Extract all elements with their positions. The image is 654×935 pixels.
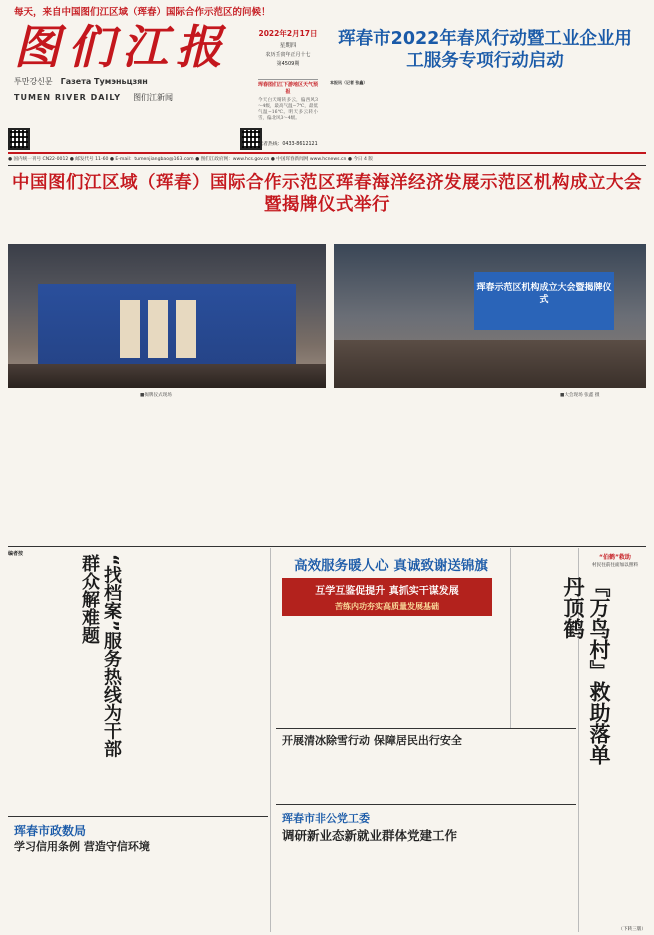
masthead-subtitle-cn: 图们江新闻 — [133, 92, 174, 102]
masthead-subtitle-ru: Газета Тумэньцзян — [60, 76, 148, 86]
hotline — [258, 140, 318, 147]
top-story-col — [330, 80, 403, 150]
hotline-feature-col — [199, 550, 266, 770]
screen-banner: 珲春示范区机构成立大会暨揭牌仪式 — [474, 272, 614, 330]
village-section-label: “伯鹤”救助 — [599, 554, 631, 561]
mid-body — [276, 620, 506, 726]
court-col — [185, 858, 268, 930]
village-feature-title: 『万鸟村』救助落单丹顶鹤 — [561, 576, 611, 765]
main-headline: 中国图们江区域（珲春）国际合作示范区珲春海洋经济发展示范区机构成立大会暨揭牌仪式举行 — [12, 173, 642, 215]
weather-text: 今天白天晴转多云，偏西风3～4级，最高气温−7℃，最低气温−16℃。明天多云转小雪，偏北风3～4级。 — [258, 98, 318, 121]
masthead-pinyin: TUMEN RIVER DAILY — [14, 92, 122, 102]
snow-col — [353, 752, 424, 800]
court-col — [8, 858, 91, 930]
court-headline: 珲春市政数局 — [14, 824, 87, 838]
snow-body — [276, 752, 576, 800]
qr-code-left — [8, 128, 30, 150]
photo-left-caption: ■揭牌仪式现场 — [140, 393, 172, 398]
labor-col — [353, 848, 424, 930]
photo-ceremony — [8, 244, 326, 388]
top-story-headline: 珲春市2022年春风行动暨工业企业用工服务专项行动启动 — [338, 29, 632, 71]
main-story-col — [546, 402, 646, 546]
village-subtitle: 村民往前往面加以照料 — [592, 563, 638, 568]
labor-headline: 珲春市非公党工委 — [282, 812, 370, 825]
top-story-col — [567, 80, 640, 150]
main-story-col — [116, 402, 216, 546]
exchange-banner-subtitle: 苦练内功夯实高质量发展基础 — [335, 602, 439, 611]
village-body-lower — [584, 780, 614, 926]
conference-table — [334, 340, 646, 388]
snow-col — [506, 752, 577, 800]
plaque-mid — [148, 300, 168, 358]
hotline-editor-text — [8, 559, 78, 769]
masthead-subtitle-ko: 투만강신문 — [14, 76, 53, 86]
info-bar: ● 国内统一刊号 CN22-0012 ● 邮发代号 11-60 ● E-mail：tumenjiangbao@163.com ● 图们江政府网：www.hcs.gov.cn ● 中国珲春新闻网 www.hcnews.cn ● 今日 4 版 — [8, 157, 373, 162]
labor-rule — [276, 804, 576, 805]
issue-weekday: 星期四 — [279, 43, 297, 49]
masthead-pinyin-row — [14, 90, 250, 104]
court-subheadline: 学习信用条例 营造守信环境 — [14, 840, 150, 853]
issue-lunar: 农历壬寅年正月十七 — [265, 52, 311, 58]
col-rule-1 — [270, 548, 271, 932]
audience — [8, 364, 326, 388]
snow-headline: 开展清冰除雪行动 保障居民出行安全 — [282, 734, 462, 747]
hotline-feature-title: “找档案”服务热线为干部群众解难题 — [79, 554, 122, 758]
labor-col — [429, 848, 500, 930]
issue-date: 2022年2月17日 — [258, 29, 318, 38]
mid-col — [433, 620, 506, 726]
info-bar-rule-bottom — [8, 165, 646, 166]
main-story-col — [331, 402, 431, 546]
date-box — [258, 26, 318, 80]
labor-subheadline: 调研新业态新就业群体党建工作 — [282, 828, 458, 843]
main-story-col — [223, 402, 323, 546]
top-story-byline: 本报讯（记者 张鑫） — [330, 80, 368, 85]
exchange-banner-title: 互学互鉴促提升 真抓实干谋发展 — [315, 586, 459, 597]
top-story-body — [330, 80, 640, 150]
hotline-number: 0433-8612121 — [282, 142, 318, 147]
snow-col — [276, 752, 347, 800]
labor-col — [506, 848, 577, 930]
labor-body — [276, 848, 576, 930]
hotline-feature-text — [8, 550, 78, 770]
mid-col — [276, 620, 349, 726]
plaque-right — [176, 300, 196, 358]
plaque-left — [120, 300, 140, 358]
mid-col — [355, 620, 428, 726]
main-story-columns — [8, 402, 646, 546]
photo-right-caption: ■大会现场 张鑫 摄 — [560, 393, 600, 398]
court-col — [97, 858, 180, 930]
hotline-feature-col — [126, 550, 193, 770]
main-story-col — [439, 402, 539, 546]
photo-meeting — [334, 244, 646, 388]
hotline-editor-note: 编者按 — [8, 551, 24, 557]
top-banner: 每天，来自中国图们江区域（珲春）国际合作示范区的问候！ — [14, 7, 271, 18]
snow-col — [429, 752, 500, 800]
service-headline: 高效服务暖人心 真诚致谢送锦旗 — [294, 558, 488, 574]
village-body-right — [614, 576, 646, 926]
labor-col — [276, 848, 347, 930]
main-story-col — [8, 402, 108, 546]
court-rule — [8, 816, 268, 817]
masthead-subtitle-row — [14, 74, 250, 88]
village-continued: （下转三版） — [618, 927, 646, 932]
snow-rule — [276, 728, 576, 729]
hotline-feature-body — [126, 550, 266, 770]
weather-box — [258, 82, 318, 150]
court-body — [8, 858, 268, 930]
lower-section-rule — [8, 546, 646, 547]
village-col — [584, 780, 614, 926]
top-story-col — [488, 80, 561, 150]
village-col — [614, 576, 646, 926]
info-bar-rule-top — [8, 152, 646, 154]
hotline-label: 读者热线： — [258, 142, 283, 147]
exchange-banner — [282, 578, 492, 616]
weather-title: 珲春图们江下游地区天气预报 — [258, 82, 319, 95]
col-rule-2 — [510, 548, 511, 728]
masthead-title: 图们江报 — [14, 20, 230, 74]
top-story-col — [409, 80, 482, 150]
issue-number: 第4509期 — [276, 61, 300, 67]
